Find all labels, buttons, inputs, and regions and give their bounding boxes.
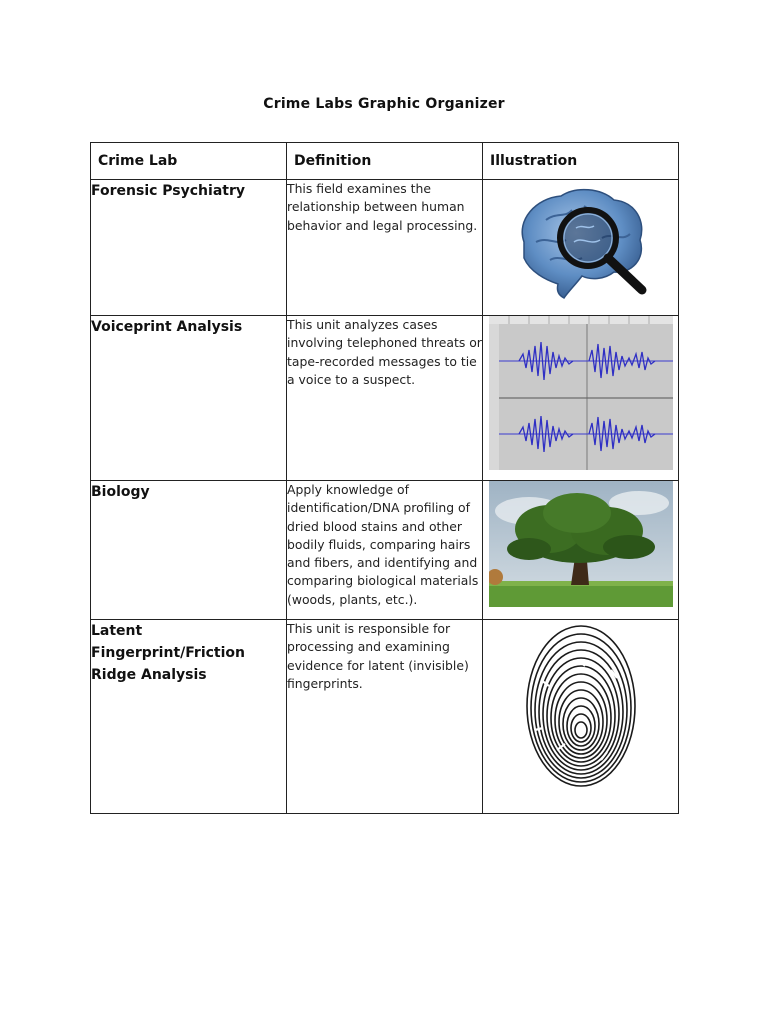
header-illustration: Illustration xyxy=(483,143,679,180)
waveform-icon xyxy=(489,316,673,470)
illustration-cell xyxy=(483,180,679,316)
organizer-table xyxy=(90,142,679,814)
table-row xyxy=(91,180,679,316)
table-row xyxy=(91,620,679,814)
illustration-cell xyxy=(483,316,679,481)
document-title: Crime Labs Graphic Organizer xyxy=(263,96,505,112)
crime-lab-cell: Biology xyxy=(91,481,287,620)
definition-cell: Apply knowledge of identification/DNA profiling of dried blood stains and other bodily fluids, comparing hairs and fibers, and identifying and comparing biological materials (woods, plants, etc.). xyxy=(287,481,483,620)
header-crime-lab: Crime Lab xyxy=(91,143,287,180)
header-definition: Definition xyxy=(287,143,483,180)
header-row xyxy=(91,143,679,180)
illustration-cell xyxy=(483,620,679,814)
definition-cell: This field examines the relationship between human behavior and legal processing. xyxy=(287,180,483,316)
table-row xyxy=(91,481,679,620)
crime-lab-cell: Forensic Psychiatry xyxy=(91,180,287,316)
brain-magnifier-icon xyxy=(506,180,656,300)
crime-lab-cell: Voiceprint Analysis xyxy=(91,316,287,481)
crime-lab-cell: Latent Fingerprint/Friction Ridge Analysis xyxy=(91,620,287,814)
fingerprint-icon xyxy=(521,620,641,792)
tree-icon xyxy=(489,481,673,607)
illustration-cell xyxy=(483,481,679,620)
table-row xyxy=(91,316,679,481)
definition-cell: This unit analyzes cases involving telephoned threats or tape-recorded messages to tie a voice to a suspect. xyxy=(287,316,483,481)
definition-cell: This unit is responsible for processing and examining evidence for latent (invisible) fingerprints. xyxy=(287,620,483,814)
